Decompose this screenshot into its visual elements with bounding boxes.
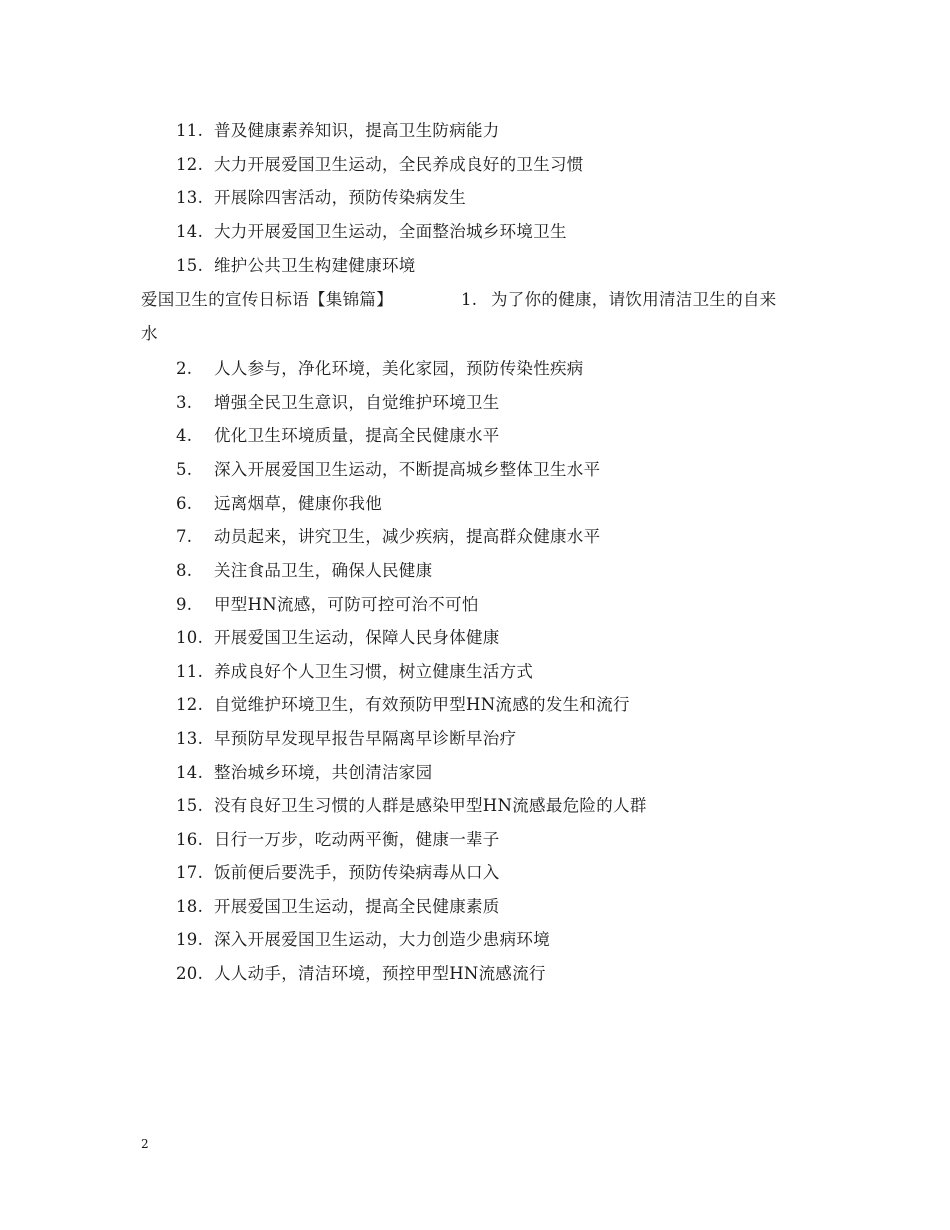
list-item xyxy=(176,494,382,514)
section-title: 爱国卫生的宣传日标语【集锦篇】 xyxy=(141,290,393,309)
item-text: 动员起来，讲究卫生，减少疾病，提高群众健康水平 xyxy=(214,527,601,546)
item-text: 没有良好卫生习惯的人群是感染甲型HN流感最危险的人群 xyxy=(214,796,647,815)
item-text: 深入开展爱国卫生运动，不断提高城乡整体卫生水平 xyxy=(214,460,601,479)
item-number: 16. xyxy=(176,830,204,849)
list-item xyxy=(176,222,567,242)
item-number: 19. xyxy=(176,930,204,949)
item-text: 饭前便后要洗手，预防传染病毒从口入 xyxy=(214,863,500,882)
item-number: 11. xyxy=(176,662,204,681)
list-item xyxy=(176,662,533,682)
list-item xyxy=(176,729,516,749)
item-number: 9. xyxy=(176,595,193,614)
item-text-continuation: 水 xyxy=(141,324,158,343)
item-number: 2. xyxy=(176,359,193,378)
item-text: 人人参与，净化环境，美化家园，预防传染性疾病 xyxy=(214,359,584,378)
list-item xyxy=(176,527,600,547)
item-text: 养成良好个人卫生习惯，树立健康生活方式 xyxy=(214,662,534,681)
list-item xyxy=(176,188,466,208)
section-heading-line xyxy=(141,290,777,310)
item-text: 远离烟草，健康你我他 xyxy=(214,494,382,513)
list-item xyxy=(176,121,500,141)
item-text: 日行一万步，吃动两平衡，健康一辈子 xyxy=(214,830,500,849)
list-item xyxy=(176,561,432,581)
list-item xyxy=(176,426,500,446)
item-number: 8. xyxy=(176,561,193,580)
item-text: 整治城乡环境，共创清洁家园 xyxy=(214,763,433,782)
list-item xyxy=(176,897,500,917)
list-item xyxy=(176,930,550,950)
list-item xyxy=(176,695,630,715)
list-item xyxy=(176,393,500,413)
item-number: 15. xyxy=(176,796,204,815)
item-number: 12. xyxy=(176,155,204,174)
list-item xyxy=(176,763,432,783)
item-text: 甲型HN流感，可防可控可治不可怕 xyxy=(214,595,479,614)
item-number: 7. xyxy=(176,527,193,546)
item-text: 增强全民卫生意识，自觉维护环境卫生 xyxy=(214,393,500,412)
item-number: 18. xyxy=(176,897,204,916)
item-text: 自觉维护环境卫生，有效预防甲型HN流感的发生和流行 xyxy=(214,695,630,714)
item-number: 12. xyxy=(176,695,204,714)
item-text: 为了你的健康，请饮用清洁卫生的自来 xyxy=(491,290,777,309)
list-item xyxy=(176,628,500,648)
item-text: 深入开展爱国卫生运动，大力创造少患病环境 xyxy=(214,930,550,949)
item-number: 20. xyxy=(176,964,204,983)
item-number: 13. xyxy=(176,729,204,748)
list-item xyxy=(176,830,500,850)
list-item xyxy=(176,460,600,480)
item-text: 维护公共卫生构建健康环境 xyxy=(214,256,416,275)
item-text: 大力开展爱国卫生运动，全面整治城乡环境卫生 xyxy=(214,222,567,241)
item-text: 关注食品卫生，确保人民健康 xyxy=(214,561,433,580)
item-text: 开展爱国卫生运动，提高全民健康素质 xyxy=(214,897,500,916)
item-number: 4. xyxy=(176,426,193,445)
list-item xyxy=(176,155,584,175)
item-text: 人人动手，清洁环境，预控甲型HN流感流行 xyxy=(214,964,546,983)
item-text: 早预防早发现早报告早隔离早诊断早治疗 xyxy=(214,729,517,748)
list-item xyxy=(176,796,647,816)
item-text: 开展爱国卫生运动，保障人民身体健康 xyxy=(214,628,500,647)
item-number: 14. xyxy=(176,222,204,241)
page-number: 2 xyxy=(141,1137,149,1151)
list-item xyxy=(176,359,584,379)
list-item xyxy=(176,964,546,984)
list-item xyxy=(176,595,479,615)
item-text: 普及健康素养知识，提高卫生防病能力 xyxy=(214,121,500,140)
item-number: 15. xyxy=(176,256,204,275)
item-number: 17. xyxy=(176,863,204,882)
item-number: 14. xyxy=(176,763,204,782)
item-number: 5. xyxy=(176,460,193,479)
item-number: 10. xyxy=(176,628,204,647)
list-item xyxy=(176,256,416,276)
item-text: 开展除四害活动，预防传染病发生 xyxy=(214,188,466,207)
item-text: 优化卫生环境质量，提高全民健康水平 xyxy=(214,426,500,445)
item-number: 1. xyxy=(461,290,478,309)
item-number: 13. xyxy=(176,188,204,207)
item-number: 6. xyxy=(176,494,193,513)
item-number: 3. xyxy=(176,393,193,412)
item-text: 大力开展爱国卫生运动，全民养成良好的卫生习惯 xyxy=(214,155,584,174)
list-item xyxy=(176,863,500,883)
item-number: 11. xyxy=(176,121,204,140)
